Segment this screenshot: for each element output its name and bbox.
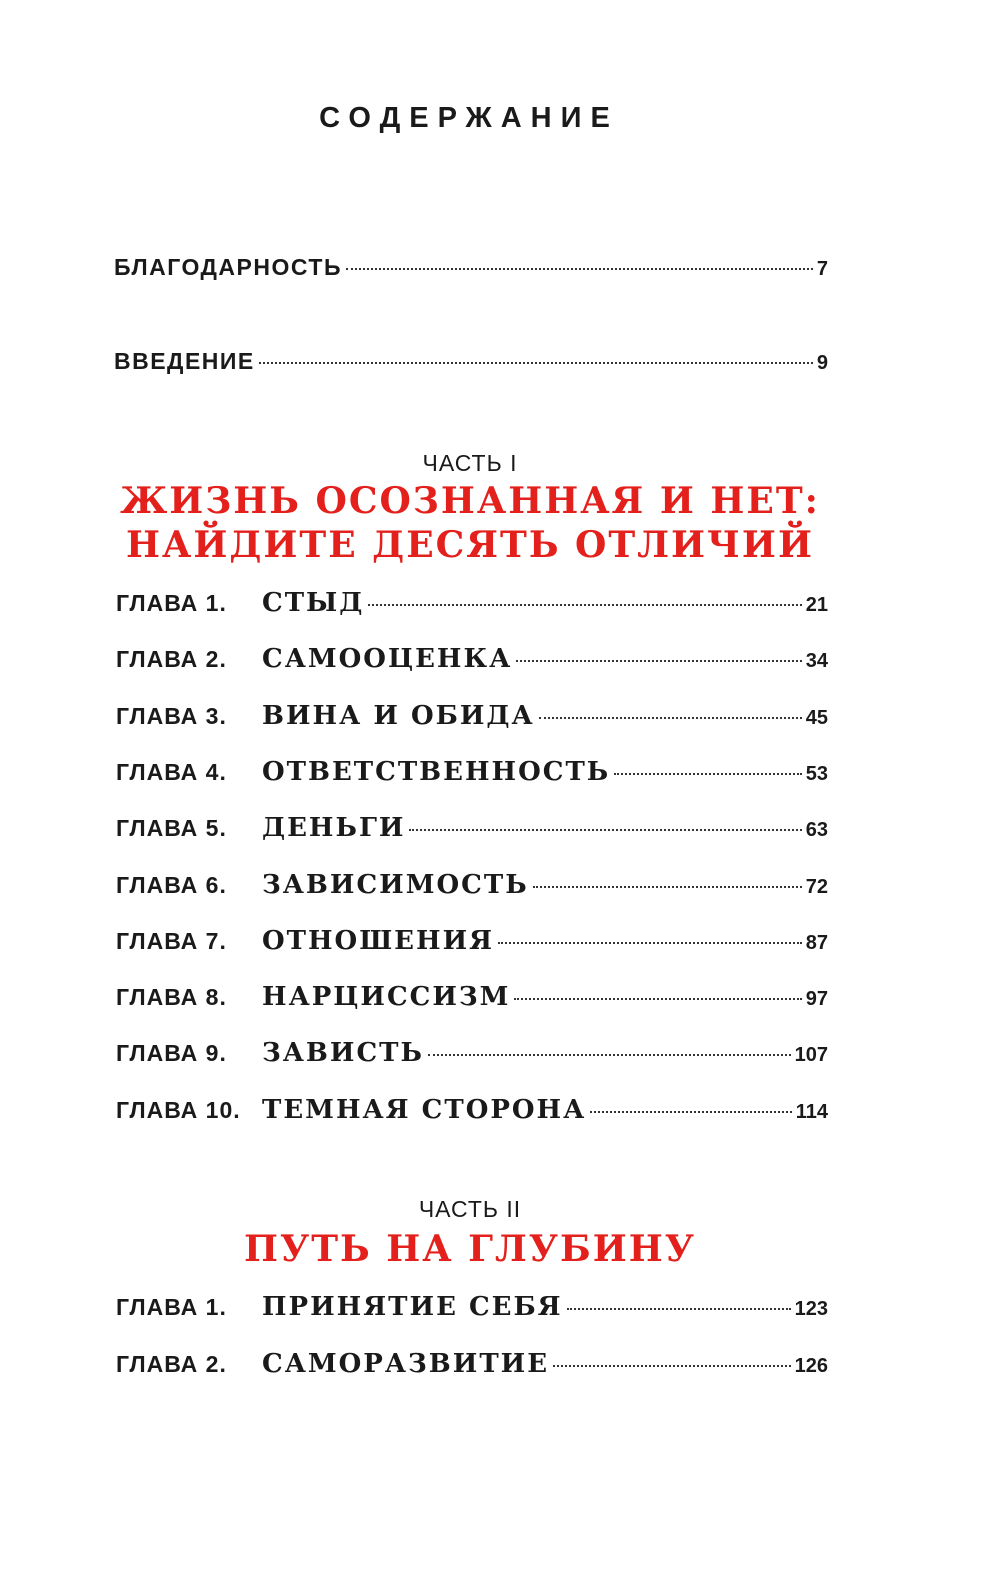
- chapter-number: ГЛАВА 9.: [116, 1040, 227, 1067]
- chapter-number: ГЛАВА 10.: [116, 1096, 241, 1123]
- page-number: 97: [805, 988, 828, 1011]
- toc-entry-chapter[interactable]: [116, 701, 828, 741]
- part-1-label: ЧАСТЬ I: [422, 450, 518, 476]
- dot-leader: [614, 773, 802, 775]
- page-number: 107: [794, 1044, 828, 1067]
- page-number: 45: [805, 706, 828, 729]
- page-number: 123: [794, 1298, 828, 1320]
- toc-entry-chapter[interactable]: [116, 644, 828, 684]
- dot-leader: [346, 268, 813, 270]
- chapter-title: ДЕНЬГИ: [262, 813, 406, 844]
- dot-leader: [428, 1054, 791, 1056]
- dot-leader: [553, 1365, 791, 1367]
- chapter-title: САМООЦЕНКА: [262, 644, 513, 675]
- chapter-title: ВИНА И ОБИДА: [262, 700, 535, 731]
- entry-title: БЛАГОДАРНОСТЬ: [114, 254, 342, 280]
- toc-entry-chapter[interactable]: [116, 870, 828, 910]
- chapter-title: САМОРАЗВИТИЕ: [262, 1349, 550, 1379]
- toc-entry-chapter[interactable]: [116, 926, 828, 966]
- toc-entry-chapter[interactable]: [116, 1349, 828, 1389]
- toc-entry-chapter[interactable]: [116, 813, 828, 853]
- chapter-number: ГЛАВА 4.: [116, 758, 227, 785]
- chapter-title: ПРИНЯТИЕ СЕБЯ: [262, 1292, 563, 1322]
- toc-entry-introduction[interactable]: [114, 348, 828, 388]
- page-number: 53: [805, 762, 828, 785]
- chapter-title: ОТНОШЕНИЯ: [262, 925, 495, 956]
- page-number: 21: [805, 594, 828, 616]
- chapter-number: ГЛАВА 1.: [116, 1294, 227, 1320]
- entry-title: ВВЕДЕНИЕ: [114, 348, 255, 374]
- toc-entry-chapter[interactable]: [116, 1292, 828, 1332]
- toc-entry-chapter[interactable]: [116, 1038, 828, 1078]
- page-number: 126: [794, 1355, 828, 1377]
- chapter-title: ЗАВИСИМОСТЬ: [262, 869, 529, 900]
- page-number: 34: [805, 650, 828, 673]
- part-1-title-line-2: НАЙДИТЕ ДЕСЯТЬ ОТЛИЧИЙ: [126, 524, 814, 566]
- page-number: 9: [816, 352, 828, 374]
- dot-leader: [259, 362, 813, 364]
- chapter-number: ГЛАВА 3.: [116, 702, 227, 729]
- chapter-title: ЗАВИСТЬ: [262, 1038, 424, 1069]
- dot-leader: [514, 998, 801, 1000]
- page-number: 7: [816, 258, 828, 280]
- page-number: 63: [805, 819, 828, 842]
- chapter-title: СТЫД: [262, 588, 365, 618]
- page-number: 114: [795, 1100, 828, 1123]
- dot-leader: [539, 717, 802, 719]
- dot-leader: [590, 1111, 791, 1113]
- chapter-number: ГЛАВА 6.: [116, 871, 227, 898]
- toc-entry-chapter[interactable]: [116, 1095, 828, 1135]
- part-2-title-line-1: ПУТЬ НА ГЛУБИНУ: [243, 1228, 696, 1270]
- chapter-title: НАРЦИССИЗМ: [262, 982, 511, 1013]
- page-title: СОДЕРЖАНИЕ: [319, 102, 619, 134]
- chapter-title: ТЕМНАЯ СТОРОНА: [262, 1094, 587, 1125]
- dot-leader: [498, 942, 802, 944]
- page-number: 87: [805, 931, 828, 954]
- part-1-title-line-1: ЖИЗНЬ ОСОЗНАННАЯ И НЕТ:: [120, 480, 820, 522]
- chapter-number: ГЛАВА 5.: [116, 815, 227, 842]
- chapter-number: ГЛАВА 1.: [116, 590, 227, 616]
- toc-entry-chapter[interactable]: [116, 982, 828, 1022]
- toc-entry-chapter[interactable]: [116, 757, 828, 797]
- dot-leader: [533, 886, 802, 888]
- chapter-title: ОТВЕТСТВЕННОСТЬ: [262, 756, 611, 787]
- chapter-number: ГЛАВА 2.: [116, 1351, 227, 1377]
- chapter-number: ГЛАВА 7.: [116, 927, 227, 954]
- dot-leader: [567, 1308, 791, 1310]
- chapter-number: ГЛАВА 8.: [116, 984, 227, 1011]
- toc-entry-acknowledgements[interactable]: [114, 254, 828, 294]
- chapter-number: ГЛАВА 2.: [116, 646, 227, 673]
- page-number: 72: [805, 875, 828, 898]
- dot-leader: [368, 604, 801, 606]
- toc-entry-chapter[interactable]: [116, 588, 828, 628]
- dot-leader: [409, 829, 801, 831]
- part-2-label: ЧАСТЬ II: [418, 1196, 522, 1222]
- dot-leader: [516, 660, 801, 662]
